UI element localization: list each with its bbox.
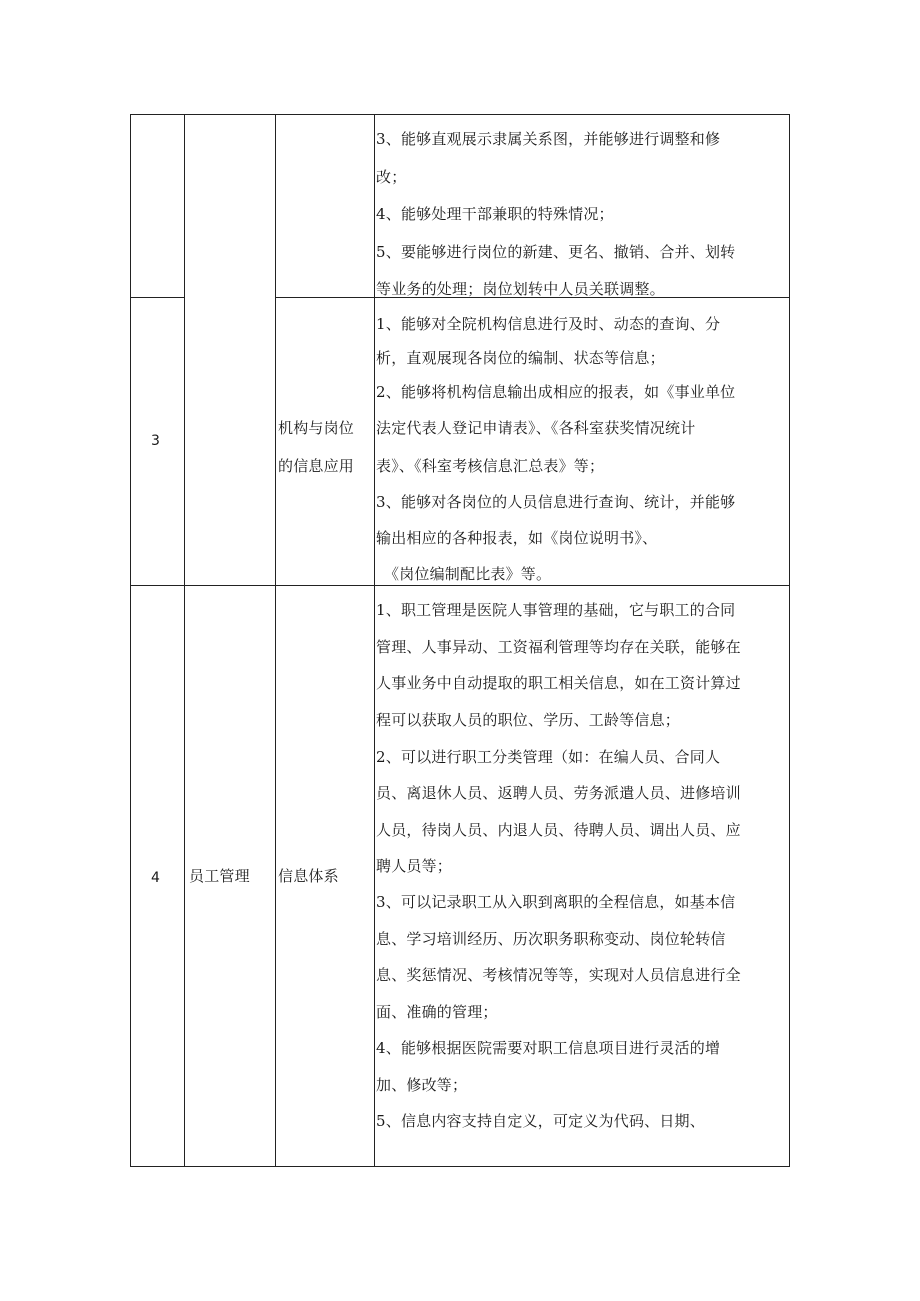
description-line: 4、能够根据医院需要对职工信息项目进行灵活的增	[376, 1039, 721, 1057]
description-line: 4、能够处理干部兼职的特殊情况；	[376, 205, 614, 223]
description-line: 管理、人事异动、工资福利管理等均存在关联，能够在	[376, 638, 741, 656]
table-border-top	[130, 114, 790, 115]
table-border-bottom	[130, 1166, 790, 1167]
description-line: 3、可以记录职工从入职到离职的全程信息，如基本信	[376, 893, 736, 911]
description-line: 输出相应的各种报表，如《岗位说明书》、	[376, 529, 658, 547]
description-line: 员、离退休人员、返聘人员、劳务派遣人员、进修培训	[376, 784, 741, 802]
subsystem-label: 信息体系	[278, 867, 339, 885]
column-divider	[374, 114, 375, 1167]
row-number: 4	[151, 870, 161, 886]
row-divider	[130, 297, 185, 298]
column-divider	[184, 114, 185, 1167]
description-line: 加、修改等；	[376, 1076, 468, 1094]
description-line: 法定代表人登记申请表》、《各科室获奖情况统计	[376, 419, 696, 437]
description-line: 3、能够对各岗位的人员信息进行查询、统计，并能够	[376, 493, 736, 511]
description-line: 聘人员等；	[376, 857, 453, 875]
description-line: 表》、《科室考核信息汇总表》等；	[376, 457, 605, 475]
description-line: 3、能够直观展示隶属关系图，并能够进行调整和修	[376, 130, 721, 148]
description-line: 1、职工管理是医院人事管理的基础，它与职工的合同	[376, 601, 736, 619]
description-line: 1、能够对全院机构信息进行及时、动态的查询、分	[376, 315, 721, 333]
description-line: 析，直观展现各岗位的编制、状态等信息；	[376, 349, 665, 367]
description-line: 人员，待岗人员、内退人员、待聘人员、调出人员、应	[376, 821, 741, 839]
description-line: 2、能够将机构信息输出成相应的报表，如《事业单位	[376, 383, 736, 401]
description-line: 5、信息内容支持自定义，可定义为代码、日期、	[376, 1112, 705, 1130]
description-line: 程可以获取人员的职位、学历、工龄等信息；	[376, 711, 681, 729]
subsystem-label: 机构与岗位	[278, 419, 355, 437]
column-divider	[275, 114, 276, 1167]
description-line: 5、要能够进行岗位的新建、更名、撤销、合并、划转	[376, 243, 736, 261]
description-line: 《岗位编制配比表》等。	[384, 565, 552, 583]
row-divider	[130, 585, 790, 586]
description-line: 改；	[376, 168, 407, 186]
row-number: 3	[151, 433, 161, 449]
description-line: 息、学习培训经历、历次职务职称变动、岗位轮转信	[376, 930, 726, 948]
description-line: 息、奖惩情况、考核情况等等，实现对人员信息进行全	[376, 966, 741, 984]
description-line: 面、准确的管理；	[376, 1003, 498, 1021]
description-line: 人事业务中自动提取的职工相关信息，如在工资计算过	[376, 674, 741, 692]
table-border-right	[789, 114, 790, 1167]
description-line: 等业务的处理；岗位划转中人员关联调整。	[376, 280, 665, 298]
subsystem-label: 的信息应用	[278, 457, 355, 475]
table-border-left	[130, 114, 131, 1167]
description-line: 2、可以进行职工分类管理（如：在编人员、合同人	[376, 748, 721, 766]
module-label: 员工管理	[189, 867, 250, 885]
